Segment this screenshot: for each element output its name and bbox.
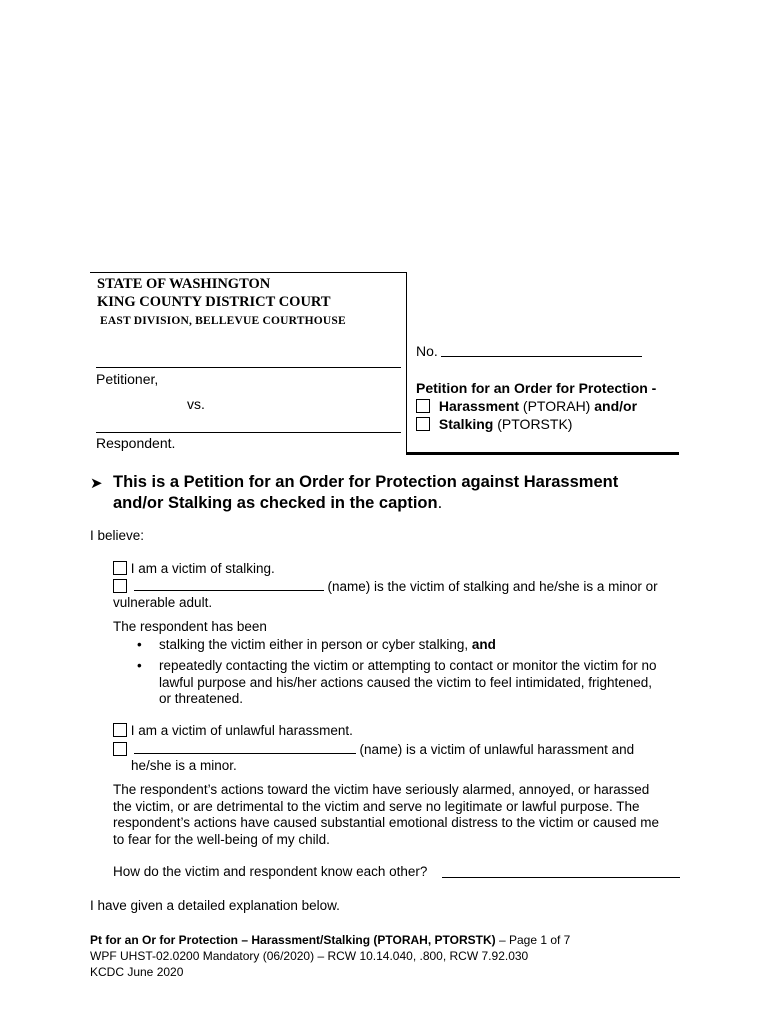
minor-harassment-text: (name) is a victim of unlawful harassment and	[355, 742, 635, 757]
harassment-label: Harassment	[438, 398, 520, 414]
actions-line-2: the victim, or are detrimental to the victim and serve no legitimate or lawful purpose. The	[113, 798, 640, 814]
petitioner-label: Petitioner,	[96, 371, 159, 387]
victim-harassment-label: I am a victim of unlawful harassment.	[130, 723, 353, 738]
minor-stalking-name-field[interactable]	[134, 578, 324, 591]
petitioner-name-line[interactable]	[96, 367, 401, 368]
actions-line-3: respondent’s actions have caused substantial emotional distress to the victim or caused me	[113, 815, 660, 830]
minor-harassment-name-field[interactable]	[134, 741, 356, 754]
heading-line-2-text: and/or Stalking as checked in the caption	[113, 494, 438, 512]
minor-stalking-option	[113, 578, 658, 594]
footer-page-number: – Page 1 of 7	[495, 933, 571, 947]
harassment-code: (PTORAH)	[519, 398, 595, 414]
court-name-line-2: KING COUNTY DISTRICT COURT	[97, 294, 331, 310]
footer-form-number: WPF UHST-02.0200 Mandatory (06/2020) – RCW 10.14.040, .800, RCW 7.92.030	[90, 949, 529, 963]
actions-line-1: The respondent’s actions toward the victim have seriously alarmed, annoyed, or harassed	[113, 782, 650, 797]
respondent-has-been: The respondent has been	[113, 619, 267, 634]
case-number-field[interactable]	[441, 356, 642, 357]
detailed-explanation-text: I have given a detailed explanation below.	[90, 898, 340, 913]
respondent-name-line[interactable]	[96, 432, 401, 433]
minor-harassment-checkbox[interactable]	[113, 742, 127, 756]
heading-line-2	[113, 493, 618, 514]
victim-stalking-option	[113, 561, 275, 576]
heading-line-1: This is a Petition for an Order for Protection against Harassment	[113, 473, 619, 491]
vs-label: vs.	[187, 396, 205, 412]
footer-revision: KCDC June 2020	[90, 965, 184, 979]
harassment-checkbox[interactable]	[416, 399, 430, 413]
stalking-code: (PTORSTK)	[493, 416, 573, 432]
footer-form-title: Pt for an Or for Protection – Harassment/Stalking (PTORAH, PTORSTK)	[90, 933, 496, 947]
petition-title: Petition for an Order for Protection -	[416, 380, 657, 396]
caption-bottom-rule	[406, 452, 679, 455]
arrow-bullet-icon: ➤	[90, 475, 103, 492]
victim-harassment-checkbox[interactable]	[113, 723, 127, 737]
caption-divider	[406, 336, 407, 453]
bullet-icon: •	[137, 658, 142, 673]
know-each-other-field[interactable]	[442, 877, 680, 878]
minor-stalking-line-2: vulnerable adult.	[113, 595, 213, 610]
i-believe-label: I believe:	[90, 528, 145, 543]
bullet-2-line-1: repeatedly contacting the victim or attempting to contact or monitor the victim for no	[159, 658, 657, 673]
bullet-2	[137, 658, 656, 708]
bullet-1-and: and	[471, 637, 496, 652]
heading-period: .	[437, 494, 443, 512]
court-division: EAST DIVISION, BELLEVUE COURTHOUSE	[100, 315, 346, 327]
minor-harassment-line-2: he/she is a minor.	[131, 758, 237, 773]
bullet-2-line-3: or threatened.	[159, 691, 244, 706]
stalking-label: Stalking	[438, 416, 494, 432]
minor-stalking-text: (name) is the victim of stalking and he/she is a minor or	[323, 579, 658, 594]
stalking-checkbox[interactable]	[416, 417, 430, 431]
footer	[90, 932, 570, 980]
know-each-other-question: How do the victim and respondent know each other?	[113, 864, 428, 879]
andor-label: and/or	[594, 398, 638, 414]
section-heading	[113, 472, 618, 514]
court-name-line-1: STATE OF WASHINGTON	[97, 276, 271, 292]
minor-harassment-option	[113, 741, 634, 757]
case-number-label: No.	[416, 343, 438, 359]
bullet-icon: •	[137, 637, 142, 652]
actions-paragraph	[113, 782, 659, 848]
bullet-2-line-2: lawful purpose and his/her actions caused the victim to feel intimidated, frightened,	[159, 674, 653, 690]
harassment-option	[416, 398, 637, 414]
footer-title-line	[90, 932, 570, 948]
respondent-label: Respondent.	[96, 435, 176, 451]
bullet-1-text: stalking the victim either in person or cyber stalking,	[159, 637, 472, 652]
minor-stalking-checkbox[interactable]	[113, 579, 127, 593]
victim-stalking-checkbox[interactable]	[113, 561, 127, 575]
stalking-option	[416, 416, 572, 432]
bullet-1	[137, 637, 496, 652]
victim-stalking-label: I am a victim of stalking.	[130, 561, 275, 576]
victim-harassment-option	[113, 723, 353, 738]
actions-line-4: to fear for the well-being of my child.	[113, 831, 330, 847]
